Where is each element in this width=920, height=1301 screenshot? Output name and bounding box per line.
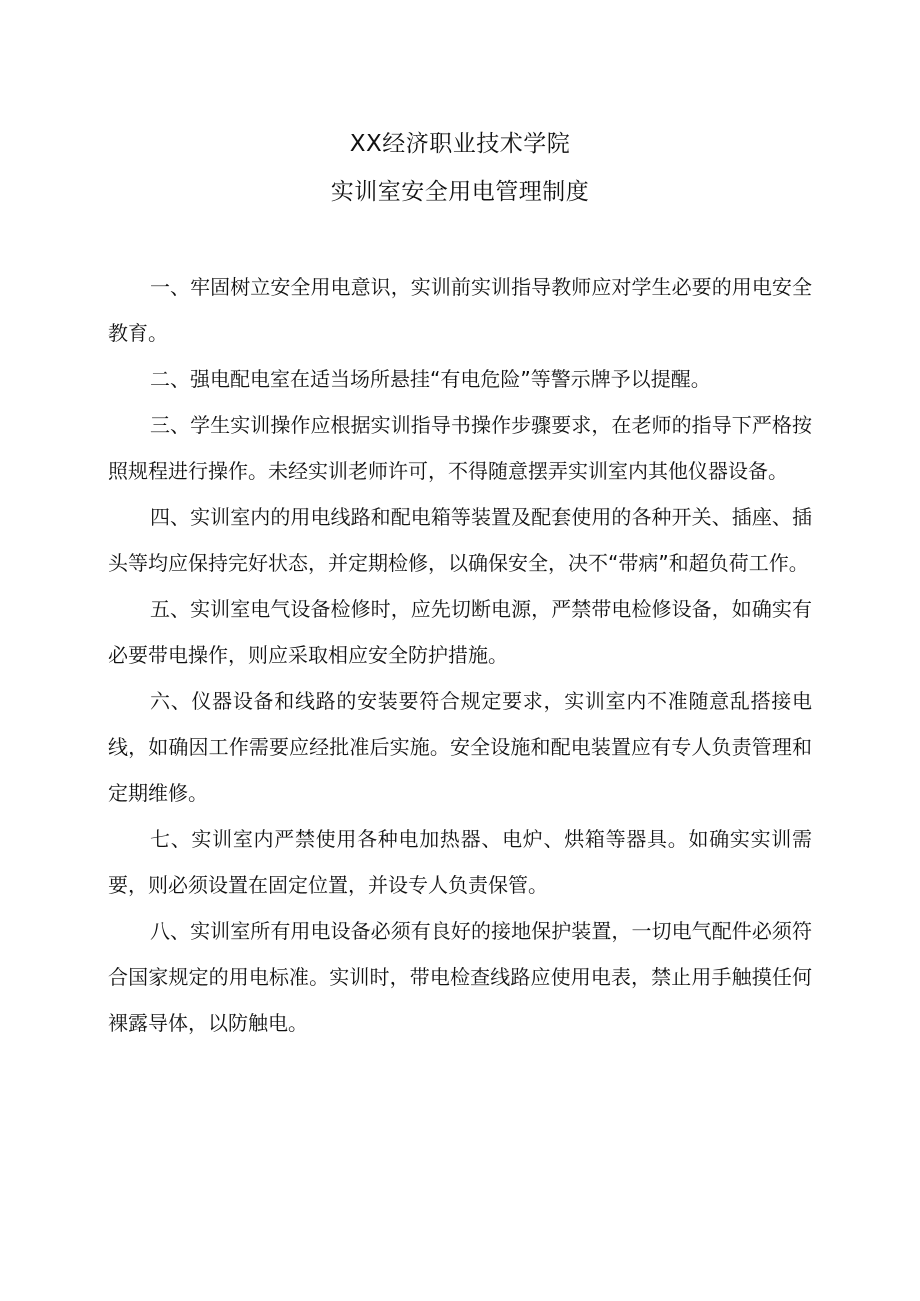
institution-title: XX经济职业技术学院 bbox=[349, 131, 571, 157]
paragraph-1: 一、牢固树立安全用电意识，实训前实训指导教师应对学生必要的用电安全教育。 bbox=[108, 275, 812, 345]
paragraph-2: 二、强电配电室在适当场所悬挂“有电危险”等警示牌予以提醒。 bbox=[150, 367, 711, 391]
paragraph-3: 三、学生实训操作应根据实训指导书操作步骤要求，在老师的指导下严格按照规程进行操作。未经实训老师许可，不得随意摆弄实训室内其他仪器设备。 bbox=[108, 413, 812, 483]
paragraph-6: 六、仪器设备和线路的安装要符合规定要求，实训室内不准随意乱搭接电线，如确因工作需要应经批准后实施。安全设施和配电装置应有专人负责管理和定期维修。 bbox=[108, 689, 812, 805]
paragraph-5: 五、实训室电气设备检修时，应先切断电源，严禁带电检修设备，如确实有必要带电操作，则应采取相应安全防护措施。 bbox=[108, 597, 812, 667]
document-header bbox=[0, 124, 920, 212]
paragraph-4: 四、实训室内的用电线路和配电箱等装置及配套使用的各种开关、插座、插头等均应保持完好状态，并定期检修，以确保安全，决不“带病”和超负荷工作。 bbox=[108, 505, 812, 575]
regulation-title: 实训室安全用电管理制度 bbox=[330, 179, 590, 205]
paragraph-8: 八、实训室所有用电设备必须有良好的接地保护装置，一切电气配件必须符合国家规定的用电标准。实训时，带电检查线路应使用电表，禁止用手触摸任何裸露导体，以防触电。 bbox=[108, 919, 812, 1035]
paragraph-7: 七、实训室内严禁使用各种电加热器、电炉、烘箱等器具。如确实实训需要，则必须设置在固定位置，并设专人负责保管。 bbox=[108, 827, 812, 897]
document-body bbox=[108, 264, 812, 1046]
